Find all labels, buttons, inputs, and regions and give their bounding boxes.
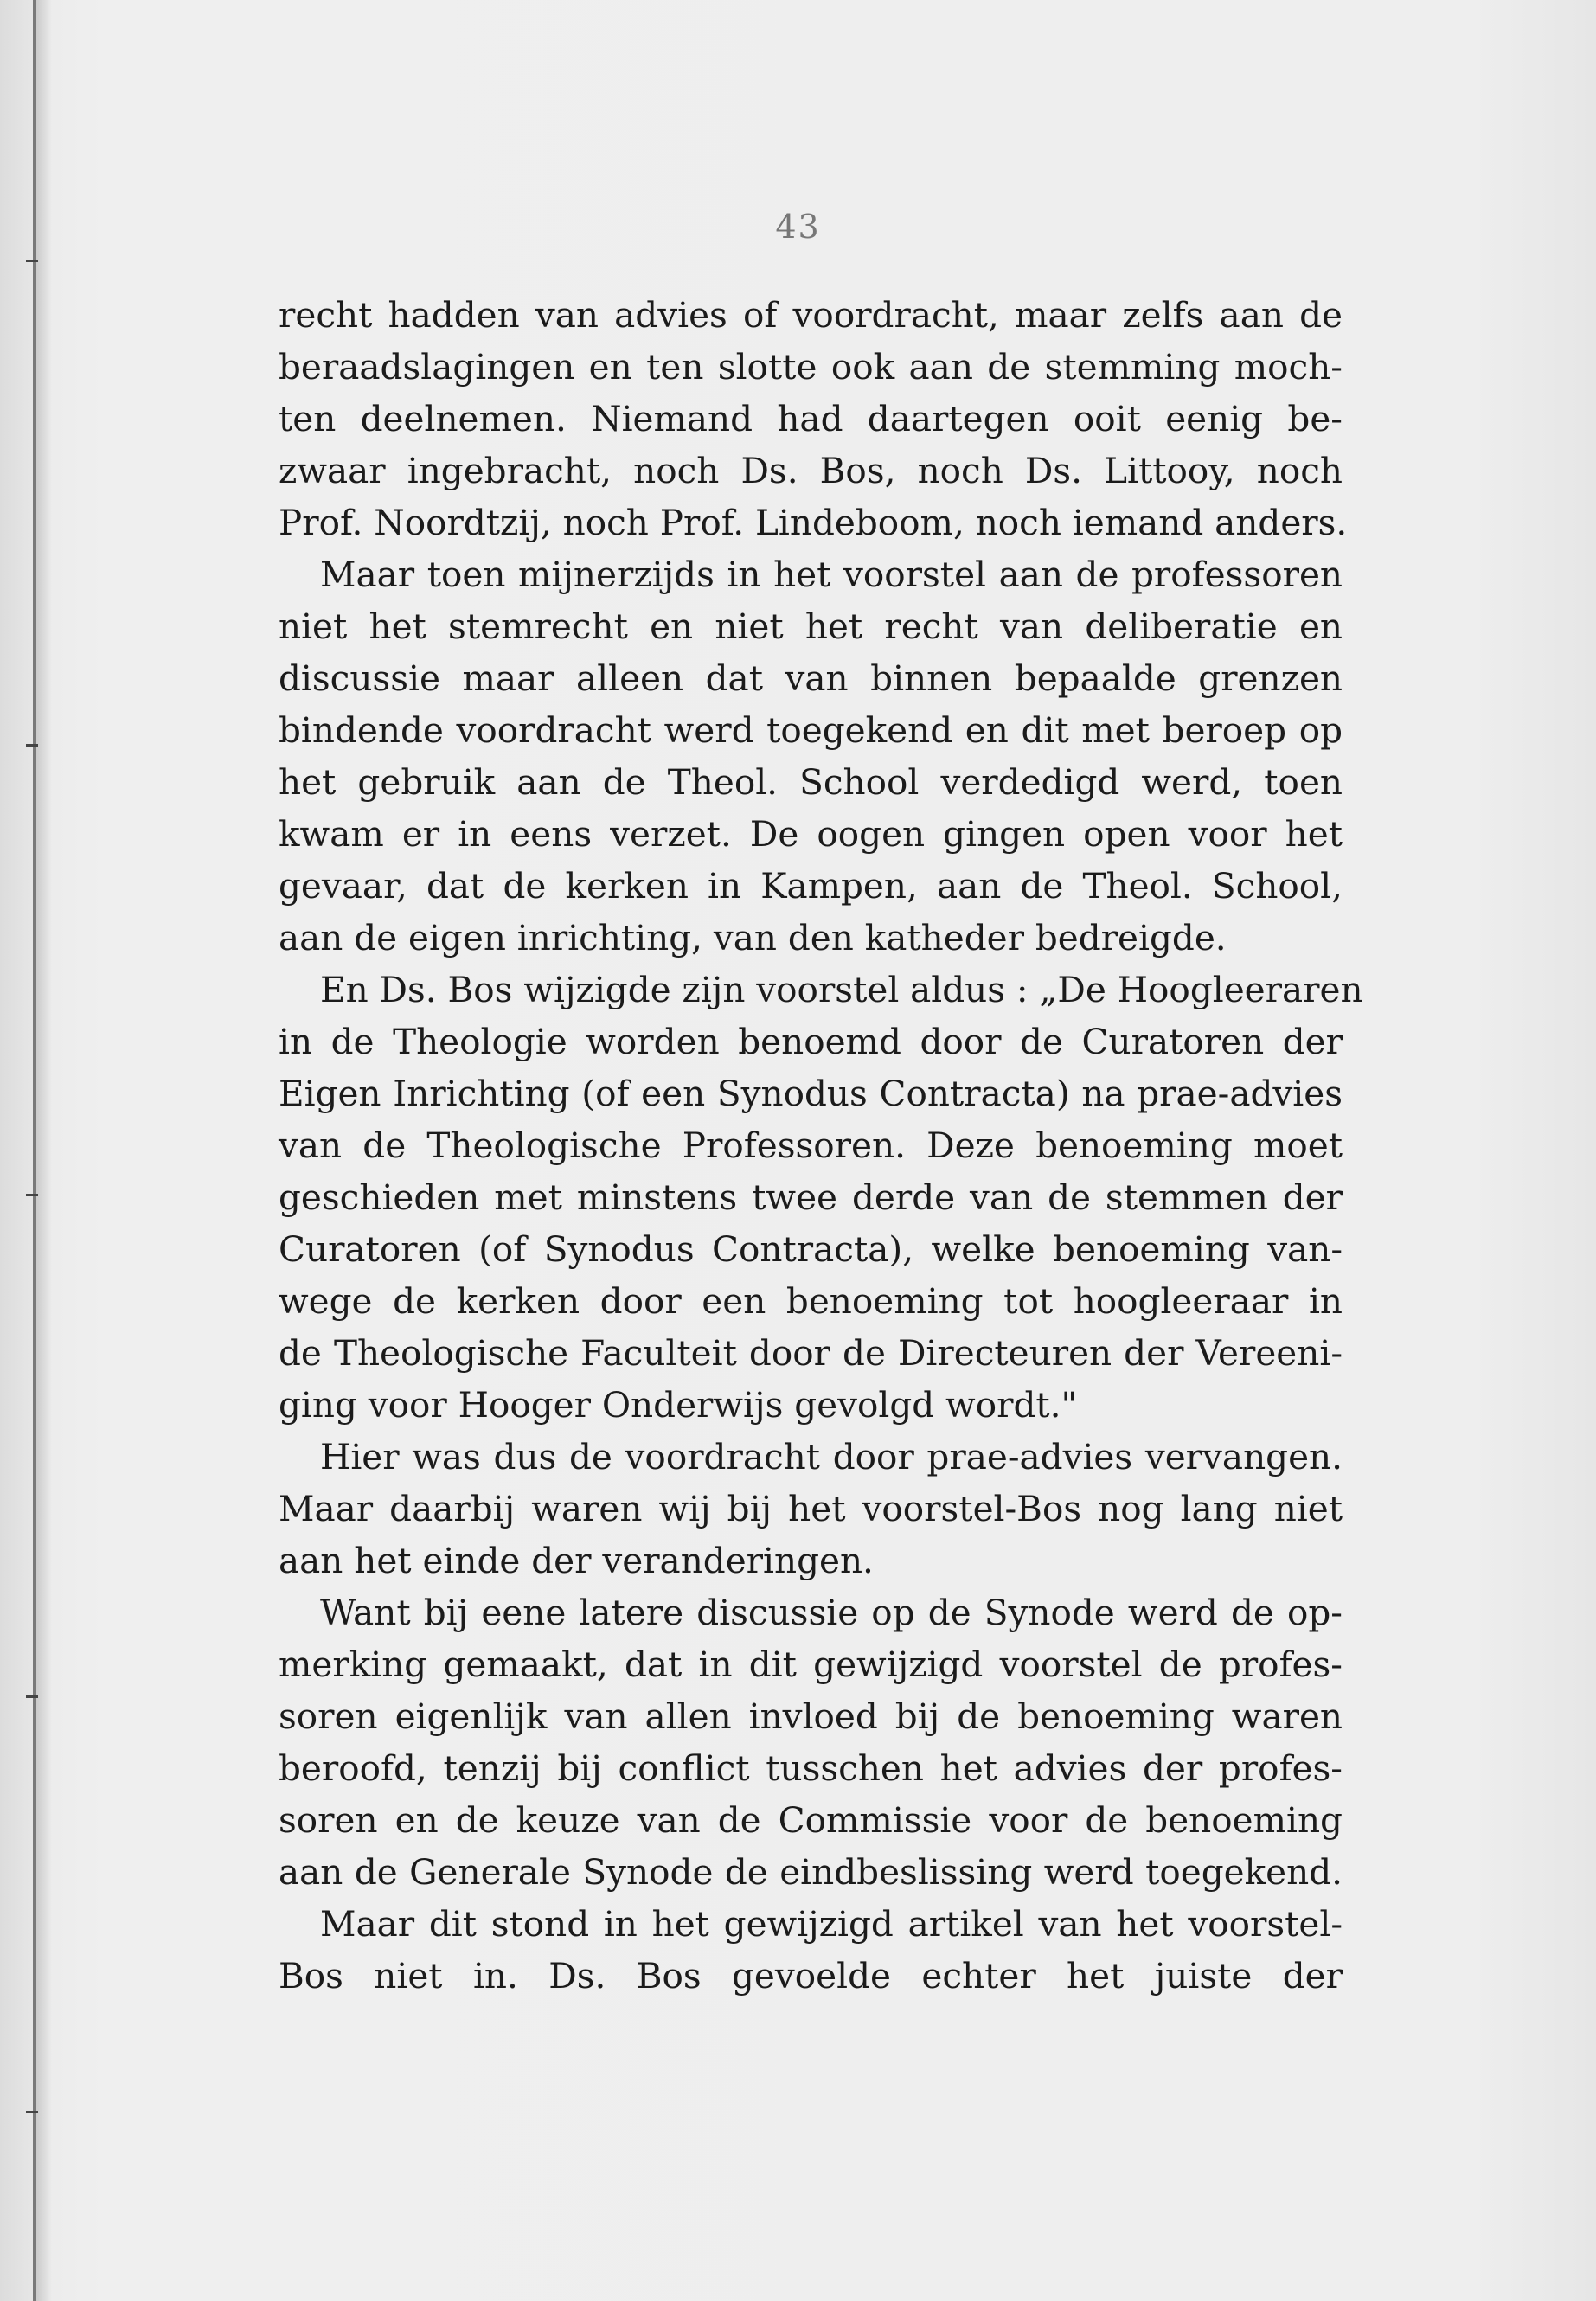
text-line: Maar toen mijnerzijds in het voorstel aan de professoren (320, 554, 1343, 595)
page-number: 43 (775, 208, 821, 246)
text-line: Bos niet in. Ds. Bos gevoelde echter het juiste der (279, 1955, 1343, 1997)
text-line: merking gemaakt, dat in dit gewijzigd voorstel de profes- (279, 1644, 1343, 1685)
spine-shadow (36, 0, 52, 2301)
text-line: aan het einde der veranderingen. (279, 1540, 874, 1581)
text-line: zwaar ingebracht, noch Ds. Bos, noch Ds. Littooy, noch (279, 450, 1343, 491)
text-line: Eigen Inrichting (of een Synodus Contracta) na prae-advies (279, 1073, 1343, 1114)
text-line: Prof. Noordtzij, noch Prof. Lindeboom, noch iemand anders. (279, 502, 1348, 543)
text-line: Curatoren (of Synodus Contracta), welke benoeming van- (279, 1228, 1343, 1270)
text-line: ten deelnemen. Niemand had daartegen ooit eenig be- (279, 398, 1343, 439)
text-line: gevaar, dat de kerken in Kampen, aan de Theol. School, (279, 865, 1343, 907)
text-line: aan de eigen inrichting, van den katheder bedreigde. (279, 917, 1227, 958)
text-line: kwam er in eens verzet. De oogen gingen open voor het (279, 813, 1343, 855)
text-line: aan de Generale Synode de eindbeslissing werd toegekend. (279, 1851, 1343, 1893)
text-line: in de Theologie worden benoemd door de Curatoren der (279, 1021, 1343, 1062)
text-line: ging voor Hooger Onderwijs gevolgd wordt." (279, 1384, 1078, 1426)
text-line: discussie maar alleen dat van binnen bepaalde grenzen (279, 657, 1343, 699)
text-line: Maar daarbij waren wij bij het voorstel-Bos nog lang niet (279, 1488, 1343, 1529)
text-line: beraadslagingen en ten slotte ook aan de stemming moch- (279, 346, 1343, 388)
text-line: de Theologische Faculteit door de Directeuren der Vereeni- (279, 1332, 1343, 1374)
text-line: beroofd, tenzij bij conflict tusschen het advies der profes- (279, 1747, 1343, 1789)
text-line: En Ds. Bos wijzigde zijn voorstel aldus : „De Hoogleeraren (320, 969, 1363, 1010)
text-line: recht hadden van advies of voordracht, maar zelfs aan de (279, 294, 1343, 336)
text-line: Maar dit stond in het gewijzigd artikel van het voorstel- (320, 1903, 1343, 1945)
binding-mark (26, 2111, 38, 2113)
text-line: soren eigenlijk van allen invloed bij de benoeming waren (279, 1695, 1343, 1737)
binding-mark (26, 744, 38, 747)
text-line: niet het stemrecht en niet het recht van deliberatie en (279, 606, 1343, 647)
text-line: van de Theologische Professoren. Deze benoeming moet (279, 1125, 1343, 1166)
binding-mark (26, 1194, 38, 1196)
text-line: bindende voordracht werd toegekend en dit met beroep op (279, 709, 1343, 751)
text-line: het gebruik aan de Theol. School verdedigd werd, toen (279, 761, 1343, 803)
body-text (279, 289, 1363, 2002)
binding-mark (26, 1695, 38, 1698)
text-line: Hier was dus de voordracht door prae-advies vervangen. (320, 1436, 1343, 1477)
text-line: geschieden met minstens twee derde van de stemmen der (279, 1176, 1343, 1218)
text-line: wege de kerken door een benoeming tot hoogleeraar in (279, 1280, 1343, 1322)
text-line: soren en de keuze van de Commissie voor de benoeming (279, 1799, 1343, 1841)
text-line: Want bij eene latere discussie op de Synode werd de op- (320, 1592, 1343, 1633)
binding-mark (26, 260, 38, 262)
